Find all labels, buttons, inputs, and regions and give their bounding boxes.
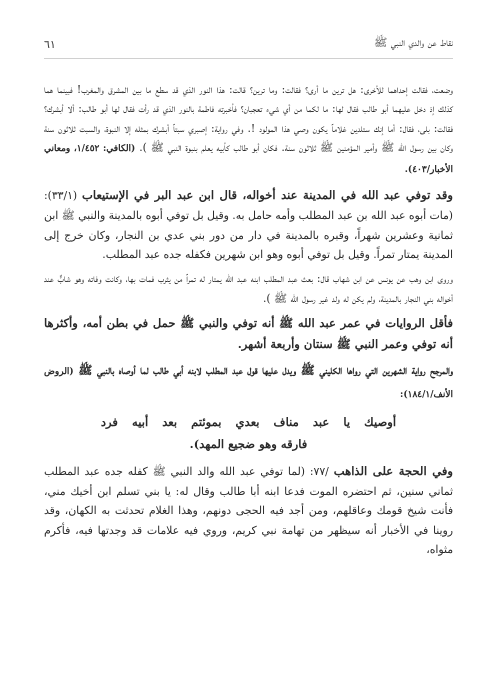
paragraph-6-text: /٧٧: (لما توفي عبد الله والد النبي ﷺ كفله جده عبد المطلب ثماني سنين، ثم احتضره الموت فدعا ابنه أبا طالب وقال له: يا بني تسلم ابن أخيك مني، فأنت شيخ قومك وعاقلهم، ومن أجد فيه الحجى دونهم، وهذا الغلام تحدثت به الكهان، وقد روينا في الأخبار أنه سيظهر من تهامة نبي كريم، وروي فيه علامات قد وجدتها فيه، فأكرم مثواه، xyxy=(44,464,453,556)
paragraph-2 xyxy=(44,185,453,264)
header-title: نقاط عن والدي النبي ﷺ xyxy=(374,36,453,49)
page-number: ٦١ xyxy=(44,37,56,51)
paragraph-3: وروى ابن وهب عن يونس عن ابن شهاب قال: بعث عبد المطلب ابنه عبد الله يمتار له تمراً من يثرب فمات بها، وكانت وفاته وهو شابٌّ عند أخواله بني النجار بالمدينة، ولم يكن له ولد غير رسول الله ﷺ ). xyxy=(44,272,453,305)
paragraph-5-text: والمرجح رواية الشهرين التي رواها الكليني ﷺ ويدل عليها قول عبد المطلب لابنه أبي طالب لما أوصاه بالنبي ﷺ xyxy=(78,362,453,377)
page-body xyxy=(44,80,453,564)
paragraph-4: فأقل الروايات في عمر عبد الله ﷺ أنه توفي والنبي ﷺ حمل في بطن أمه، وأكثرها أنه توفي وعمر النبي ﷺ سنتان وأربعة أشهر. xyxy=(44,315,453,351)
paragraph-5-citation: (الروض الأنف/١٨٤/١): xyxy=(44,366,453,400)
verse-line-1: أوصيك يا عبد مناف بعدي بموئتم بعد أبيه فرد xyxy=(100,414,397,429)
paragraph-6-heading: وفي الحجة على الذاهب xyxy=(333,463,454,478)
verse-line-2: فارقه وهو ضجيع المهد). xyxy=(189,436,308,451)
paragraph-2-text: (٣٣/١): (مات أبوه عبد الله بن عبد المطلب وأمه حامل به. وقيل بل توفي أبوه بالمدينة والنبي ﷺ ابن ثمانية وعشرين شهراً، وقبره بالمدينة في دار من دور بني عدي بن النجار، وكان خرج إلى المدينة يمتار تمراً. وقيل بل توفي أبوه وهو ابن شهرين فكفله جده عبد المطلب. xyxy=(44,189,453,262)
paragraph-5 xyxy=(44,360,453,406)
poem-verse xyxy=(44,411,453,455)
paragraph-1-text: وضعت، فقالت إحداهما للأخرى: هل ترين ما أرى؟ فقالت: وما ترين؟ قالت: هذا النور الذي قد سطع ما بين المشرق والمغرب! فبينما هما كذلك إذ دخل عليهما أبو طالب فقال لها: ما لكما من أي شيء تعجبان؟ فأخبرته فاطمة بالنور الذي قد رأت فقال لها أبو طالب: ألا أبشرك؟ فقالت: بلى، فقال: أما إنك ستلدين غلاماً يكون وصي هذا المولود !. وفي رواية: إصبري سبتاً أبشرك بمثله إلا النبوة، والسبت ثلاثون سنة وكان بين رسول الله ﷺ وأمير المؤمنين ﷺ ثلاثون سنة. فكان أبو طالب كأبيه يعلم بنبوة النبي ﷺ ). xyxy=(44,83,453,154)
running-header xyxy=(44,36,453,52)
header-divider xyxy=(44,58,453,59)
paragraph-1 xyxy=(44,80,453,180)
paragraph-6 xyxy=(44,461,453,559)
paragraph-1-citation: (الكافي: ١/٤٥٢، ومعاني الأخبار/٤٠٣). xyxy=(44,143,453,176)
paragraph-2-heading: وقد توفي عبد الله في المدينة عند أخواله، قال ابن عبد البر في الإستيعاب xyxy=(82,188,454,203)
